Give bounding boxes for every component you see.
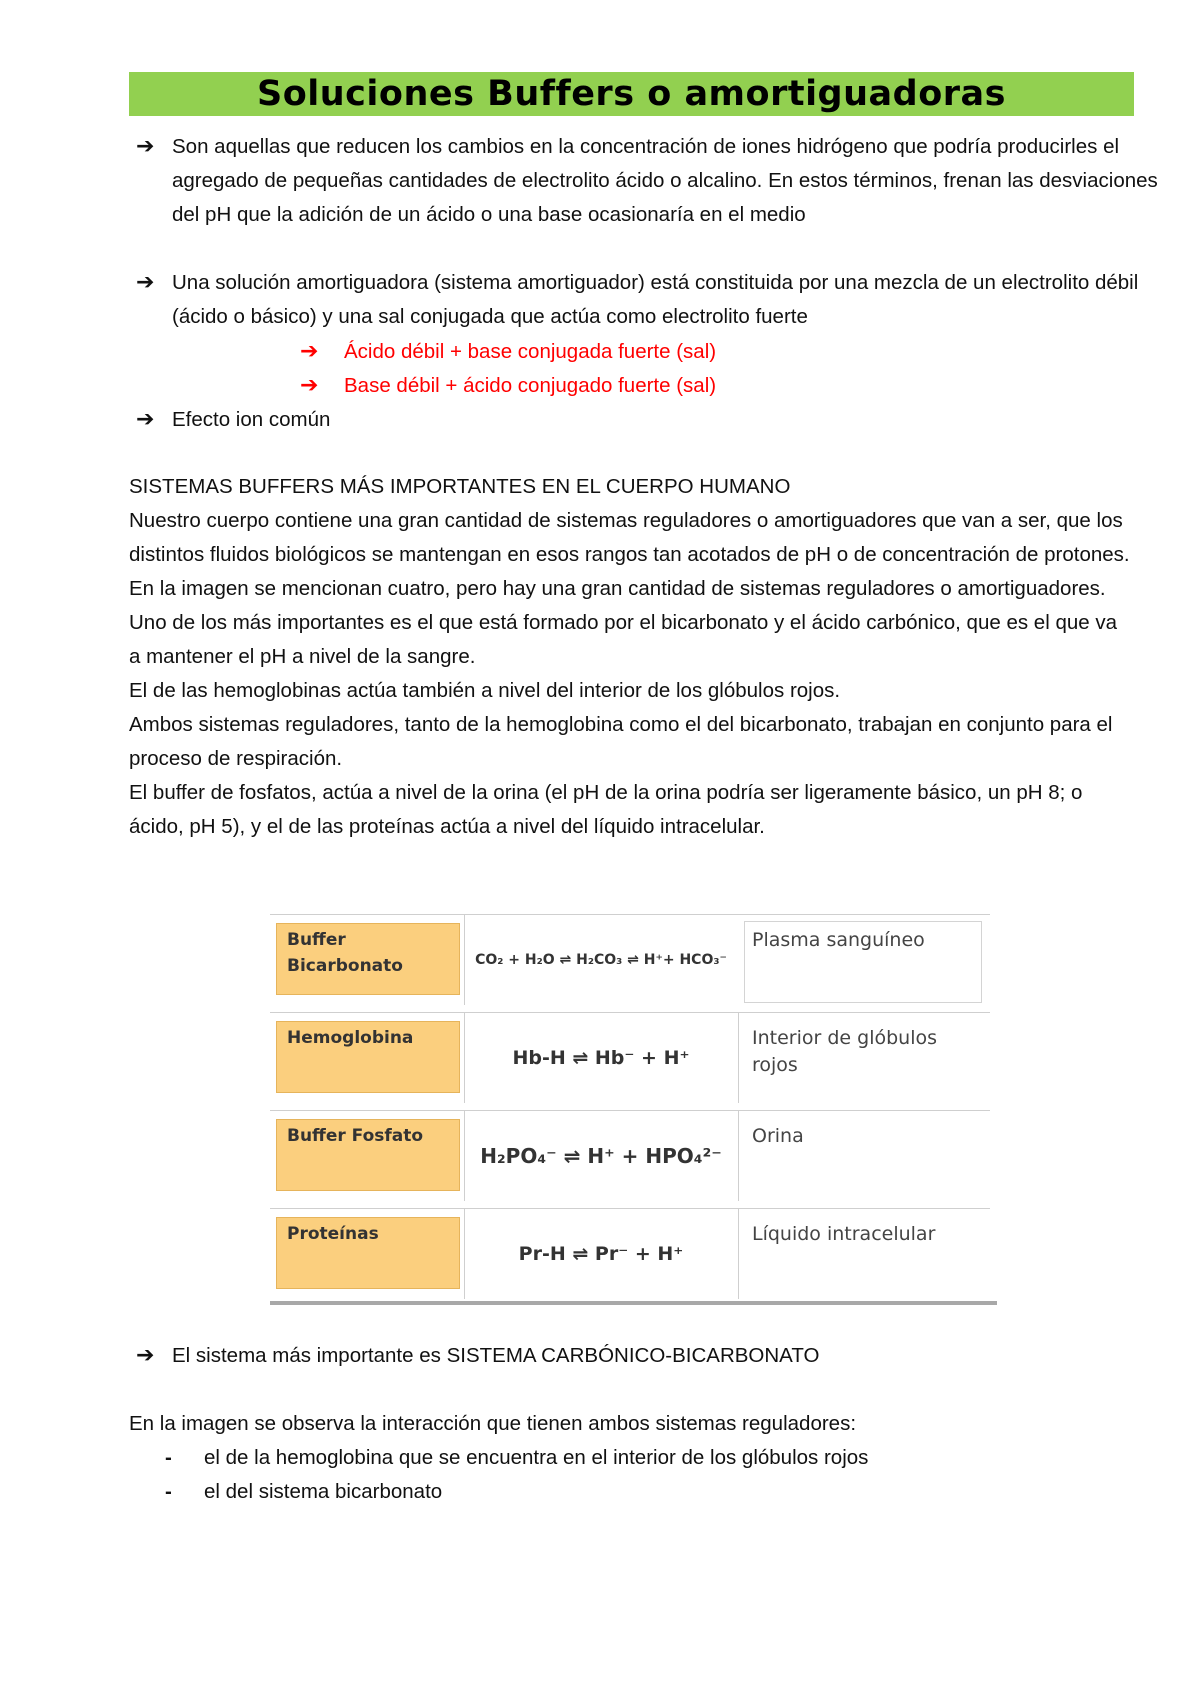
red-item-text: Ácido débil + base conjugada fuerte (sal) [344, 340, 717, 363]
paragraph: Ambos sistemas reguladores, tanto de la hemoglobina como el del bicarbonato, trabajan en conjunto para el proceso de respiración. [129, 713, 1113, 770]
section-body [129, 470, 1134, 844]
buffer-location: Orina [752, 1125, 804, 1147]
title-banner [129, 72, 1134, 116]
table-row [270, 1110, 990, 1201]
column-divider [464, 1209, 465, 1299]
paragraph: El de las hemoglobinas actúa también a nivel del interior de los glóbulos rojos. [129, 679, 841, 702]
column-divider [464, 1111, 465, 1201]
paragraph: Nuestro cuerpo contiene una gran cantidad de sistemas reguladores o amortiguadores que van a ser, que los distintos fluidos biológicos se mantengan en esos rangos tan acotados de pH o de concentración de protones. [129, 509, 1130, 566]
location-cell [740, 915, 980, 1005]
buffer-name-cell [276, 1021, 460, 1093]
buffer-name: Buffer Bicarbonato [287, 930, 403, 976]
intro-bullet-text: Una solución amortiguadora (sistema amortiguador) está constituida por una mezcla de un electrolito débil (ácido o básico) y una sal conjugada que actúa como electrolito fuerte [172, 271, 1139, 328]
table-row [270, 914, 990, 1005]
bullet-important-text [172, 1339, 1172, 1373]
arrow-right-icon: ➔ [136, 1343, 155, 1368]
paragraph: En la imagen se mencionan cuatro, pero hay una gran cantidad de sistemas reguladores o amortiguadores. Uno de los más importantes es el que está formado por el bicarbonato y el ácido carbónico, que es el que va a mantener el pH a nivel de la sangre. [129, 577, 1117, 668]
arrow-right-icon: ➔ [136, 134, 155, 159]
arrow-right-icon: ➔ [136, 407, 155, 432]
buffer-equation: CO₂ + H₂O ⇌ H₂CO₃ ⇌ H⁺+ HCO₃⁻ [475, 952, 727, 968]
document-title: Soluciones Buffers o amortiguadoras [257, 74, 1006, 114]
intro-bullet-text: Son aquellas que reducen los cambios en la concentración de iones hidrógeno que podría producirles el agregado de pequeñas cantidades de electrolito ácido o alcalino. En estos términos, frenan las desviaciones del pH que la adición de un ácido o una base ocasionaría en el medio [172, 135, 1158, 226]
buffer-equation: Pr-H ⇌ Pr⁻ + H⁺ [518, 1243, 684, 1265]
equation-cell [466, 1111, 736, 1201]
location-cell [740, 1209, 980, 1299]
buffer-name: Buffer Fosfato [287, 1126, 424, 1146]
buffer-location: Interior de glóbulos rojos [752, 1027, 938, 1076]
buffer-location: Líquido intracelular [752, 1223, 936, 1245]
buffer-name-cell [276, 923, 460, 995]
dash-bullet: - [165, 1480, 172, 1503]
buffer-name: Hemoglobina [287, 1028, 414, 1048]
important-prefix: El sistema más importante es [172, 1344, 447, 1367]
arrow-right-icon: ➔ [300, 339, 319, 364]
dash-bullet: - [165, 1446, 172, 1469]
dash-item-text: el de la hemoglobina que se encuentra en el interior de los glóbulos rojos [204, 1446, 869, 1469]
buffer-name-cell [276, 1119, 460, 1191]
location-cell [740, 1013, 980, 1103]
table-row [270, 1012, 990, 1103]
column-divider [464, 915, 465, 1005]
arrow-right-icon: ➔ [300, 373, 319, 398]
buffer-equation: H₂PO₄⁻ ⇌ H⁺ + HPO₄²⁻ [480, 1144, 722, 1168]
section-heading: SISTEMAS BUFFERS MÁS IMPORTANTES EN EL CUERPO HUMANO [129, 475, 791, 498]
column-divider [464, 1013, 465, 1103]
buffer-location: Plasma sanguíneo [752, 929, 925, 951]
table-row [270, 1208, 990, 1299]
paragraph: El buffer de fosfatos, actúa a nivel de la orina (el pH de la orina podría ser ligeramente básico, un pH 8; o ácido, pH 5), y el de las proteínas actúa a nivel del líquido intracelular. [129, 781, 1083, 838]
buffer-name: Proteínas [287, 1224, 379, 1244]
bullet-efecto-text: Efecto ion común [172, 408, 331, 431]
equation-cell [466, 1013, 736, 1103]
important-system-name: SISTEMA CARBÓNICO-BICARBONATO [446, 1344, 820, 1367]
column-divider [738, 1111, 739, 1201]
column-divider [738, 1209, 739, 1299]
buffer-name-cell [276, 1217, 460, 1289]
interaction-intro-text: En la imagen se observa la interacción que tienen ambos sistemas reguladores: [129, 1412, 857, 1435]
column-divider [738, 1013, 739, 1103]
equation-cell [466, 915, 736, 1005]
dash-item-text: el del sistema bicarbonato [204, 1480, 443, 1503]
arrow-right-icon: ➔ [136, 270, 155, 295]
table-bottom-rule [270, 1301, 997, 1305]
buffer-systems-table [270, 914, 993, 1302]
red-item-text: Base débil + ácido conjugado fuerte (sal) [344, 374, 717, 397]
equation-cell [466, 1209, 736, 1299]
interaction-intro [129, 1407, 1134, 1441]
location-cell [740, 1111, 980, 1201]
buffer-equation: Hb-H ⇌ Hb⁻ + H⁺ [512, 1047, 690, 1069]
